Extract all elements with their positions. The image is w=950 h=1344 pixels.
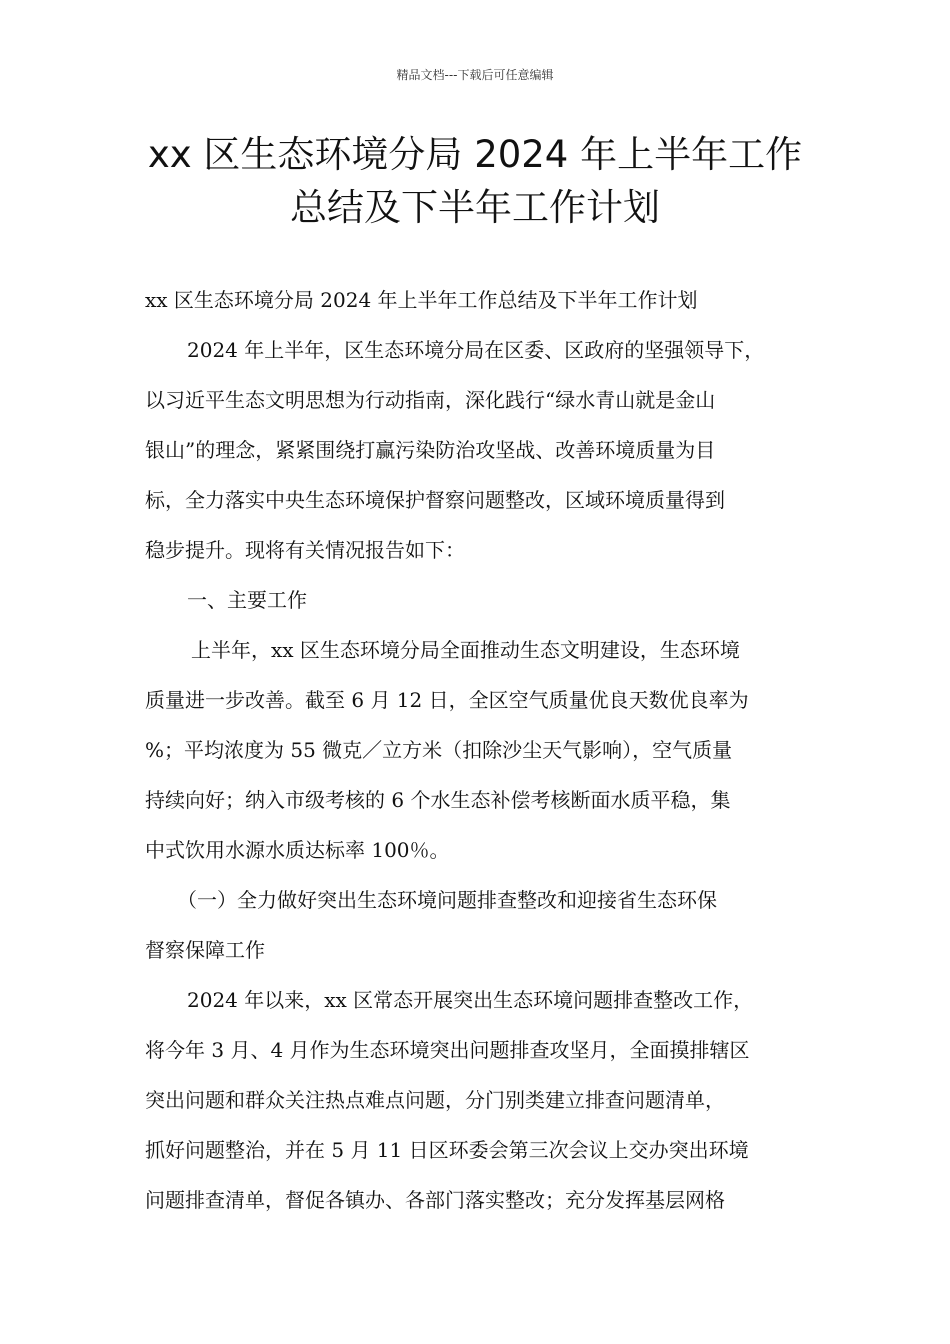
body-line-8: 上半年，xx 区生态环境分局全面推动生态文明建设，生态环境 — [191, 638, 740, 662]
header-note: 精品文档---下载后可任意编辑 — [396, 68, 554, 82]
body-line-10: %；平均浓度为 55 微克／立方米（扣除沙尘天气影响），空气质量 — [145, 738, 733, 762]
body-line-18: 抓好问题整治，并在 5 月 11 日区环委会第三次会议上交办突出环境 — [145, 1138, 749, 1162]
body-line-6: 稳步提升。现将有关情况报告如下： — [145, 538, 465, 562]
document-title — [100, 128, 850, 234]
body-line-17: 突出问题和群众关注热点难点问题，分门别类建立排查问题清单， — [145, 1088, 725, 1112]
body-line-16: 将今年 3 月、4 月作为生态环境突出问题排查攻坚月，全面摸排辖区 — [145, 1038, 750, 1062]
body-line-15: 2024 年以来，xx 区常态开展突出生态环境问题排查整改工作， — [187, 988, 754, 1012]
body-line-5: 标，全力落实中央生态环境保护督察问题整改，区域环境质量得到 — [145, 488, 725, 512]
body-line-9: 质量进一步改善。截至 6 月 12 日，全区空气质量优良天数优良率为 — [145, 688, 749, 712]
body-line-4: 银山”的理念，紧紧围绕打赢污染防治攻坚战、改善环境质量为目 — [145, 438, 716, 462]
title-line-1: xx 区生态环境分局 2024 年上半年工作 — [147, 133, 803, 176]
body-line-19: 问题排查清单，督促各镇办、各部门落实整改；充分发挥基层网格 — [145, 1188, 725, 1212]
body-line-12: 中式饮用水源水质达标率 100％。 — [145, 838, 450, 862]
subsection-heading-1-cont: 督察保障工作 — [145, 938, 265, 962]
body-line-3: 以习近平生态文明思想为行动指南，深化践行“绿水青山就是金山 — [145, 388, 716, 412]
body-line-2: 2024 年上半年，区生态环境分局在区委、区政府的坚强领导下， — [187, 338, 765, 362]
body-line-1: xx 区生态环境分局 2024 年上半年工作总结及下半年工作计划 — [145, 288, 698, 312]
subsection-heading-1: （一）全力做好突出生态环境问题排查整改和迎接省生态环保 — [177, 888, 717, 912]
body-line-11: 持续向好；纳入市级考核的 6 个水生态补偿考核断面水质平稳，集 — [145, 788, 731, 812]
title-line-2: 总结及下半年工作计划 — [290, 186, 660, 229]
section-heading-main-work: 一、主要工作 — [187, 588, 307, 612]
